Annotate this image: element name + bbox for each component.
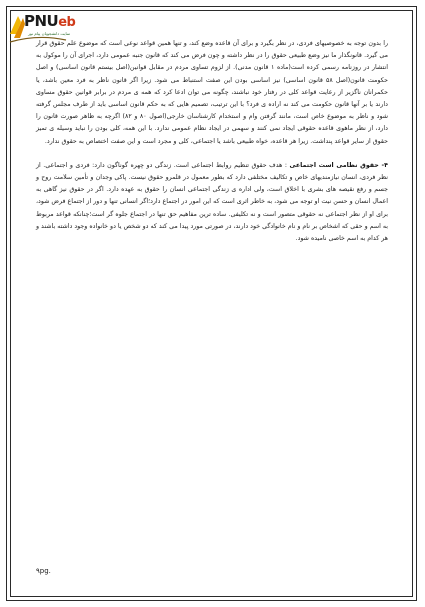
paragraph-2	[36, 160, 388, 245]
logo-subtitle: سایت دانشجویان پیام نور	[28, 31, 71, 36]
paragraph-text: را بدون توجه به خصوصیهای فردی، در نظر بگیرد و برای آن قاعده وضع کند، و تنها همین قواعد نوعی است که موضوع علم حقوق قرار می گیرد. قانونگذار ما نیز وضع طبیعی حقوق را در نظر داشته و چون فرض می کند که قانون جنبه عمومی دارد، اجرای آن را موکول به انتشار در روزنامه رسمی کرده است(ماده ۱ قانون مدنی). از لزوم تساوی مردم در مقابل قوانین(اصل بیستم قانون اساسی) و اصل حکومت قانون(اصل ۵۸ قانون اساسی) نیز اساسی بودن این صفت استنباط می شود. زیرا اگر قانون ناظر به فرد معین باشد، یا حکمرانان ناگزیر از رعایت قواعد کلی در رفتار خود نباشند، چگونه می توان ادعا کرد که همه ی مردم در برابر قوانین حقوق مساوی دارند یا بر آنها قانون حکومت می کند نه اراده ی فرد؟ با این ترتیب، تصمیم هایی که به حکم قانون اساسی باید از طرف مجلس گرفته شود و ناظر به موضوع خاص است، مانند گرفتن وام و استخدام کارشناسان خارجی(اصول ۸۰ و ۸۲) اگرچه به ظاهر صورت قانون را دارد، از نظر ماهوی قاعده حقوقی ایجاد نمی کنند و سهمی در ایجاد نظام عمومی ندارد. با این همه، کلی بودن را نباید وسیله ی تمیز حقوق از سایر قواعد پنداشت. زیرا هر قاعده، خواه طبیعی باشد یا اجتماعی، کلی و مجرد است و این صفت اختصاص به حقوق ندارد.	[36, 40, 388, 145]
logo-text: PNUeb	[24, 12, 76, 30]
paragraph-text: : هدف حقوق تنظیم روابط اجتماعی است. زندگی دو چهره گوناگون دارد: فردی و اجتماعی. از نظر فردی، انسان نیازمندیهای خاص و تکالیف مختلفی دارد که بطور معمول در قلمرو حقوق نیست. پاکی وجدان و تأمین سلامت روح و جسم و رفع نقیصه های بشری با اخلاق است، ولی اداره ی زندگی اجتماعی انسان را حقوق به عهده دارد. اگر در حقوق نیز گاهی به اعمال انسان و حسن نیت او توجه می شود، به خاطر اثری است که این امور در اجتماع دارد؛اگر انسانی تنها و دور از اجتماع فرض شود، برای او از نظر اجتماعی نه حقوقی متصور است و نه تکلیفی. ساده ترین مفاهیم حق تنها در اجتماع جلوه گر است؛چنانکه قواعد مربوط به اسم و حقی که اشخاص بر نام و نام خانوادگی خود دارند، در صورتی مورد پیدا می کند که دو شخص یا دو خانواده وجود داشته باشند و هر کدام به اسم خاصی نامیده شود.	[36, 161, 388, 243]
document-body	[36, 38, 388, 245]
page-number: ۹pg.	[36, 567, 51, 575]
section-heading-social-order: ۴- حقوق نظامی است اجتماعی	[289, 161, 388, 169]
paragraph-1	[36, 38, 388, 148]
